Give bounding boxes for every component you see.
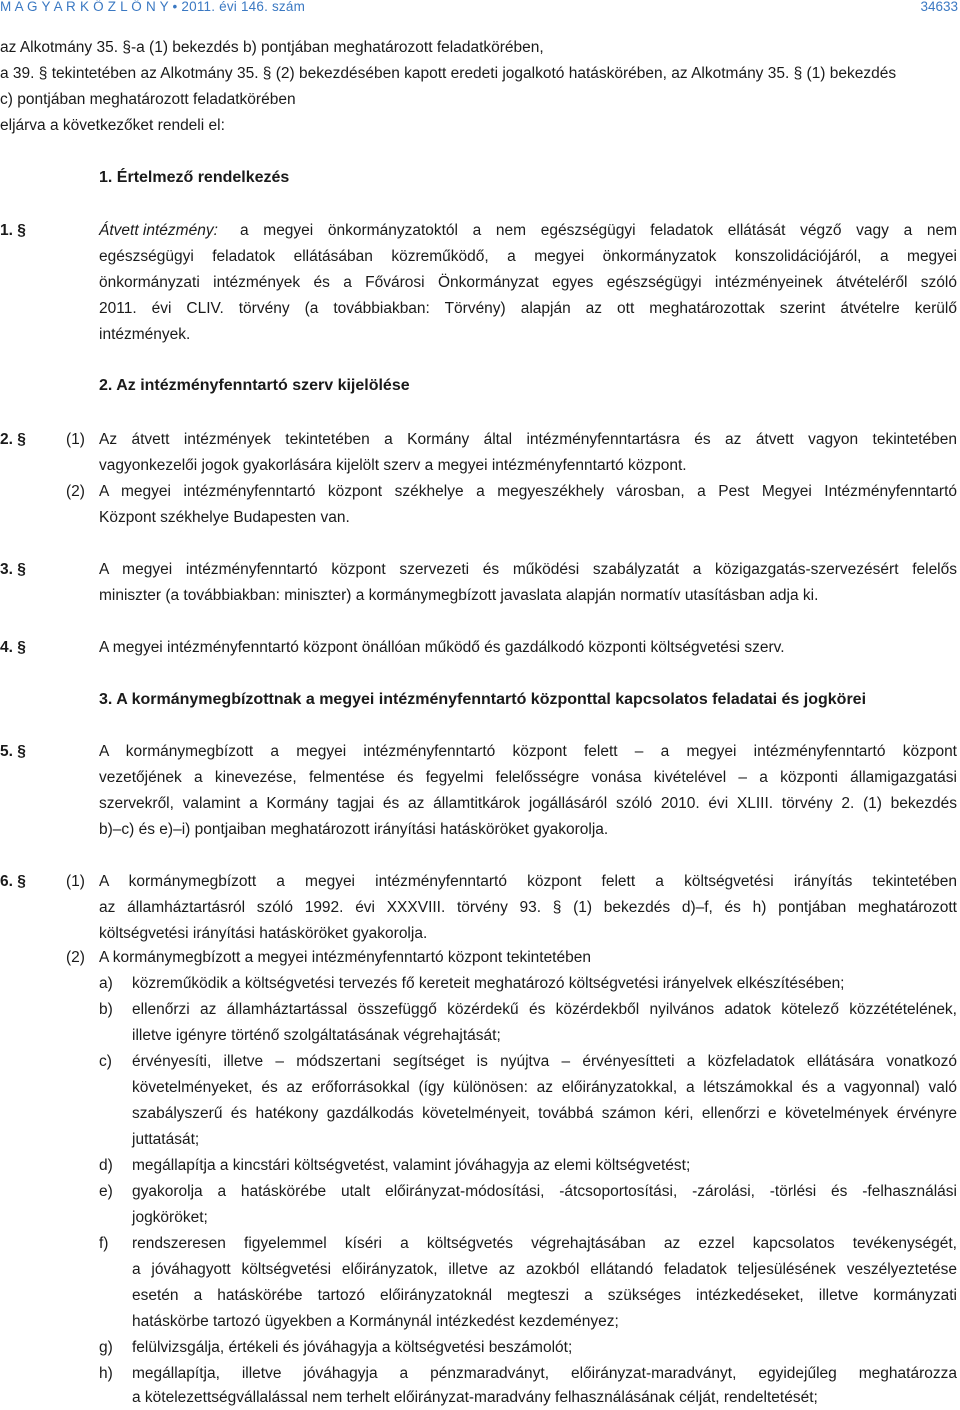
paragraph-text: intézmények. [99,326,191,343]
paragraph-text: b)–c) és e)–i) pontjaiban meghatározott irányítási hatásköröket gyakorolja. [99,821,609,838]
item-text: a jóváhagyott költségvetési előirányzatok, illetve az azokból ellátandó feladatok teljesülésének veszélyeztetése [132,1261,957,1278]
section-heading: 2. Az intézményfenntartó szerv kijelölése [99,377,410,394]
subsection-mark: (2) [66,483,85,500]
item-mark: b) [99,1001,113,1018]
paragraph-text: vagyonkezelői jogok gyakorlására kijelölt szerv a megyei intézményfenntartó központ. [99,457,687,474]
paragraph-text: az államháztartásról szóló 1992. évi XXXVIII. törvény 93. § (1) bekezdés d)–f, és h) pontjában meghatározott [99,899,957,916]
item-mark: g) [99,1339,113,1356]
paragraph-text: A kormánymegbízott a megyei intézményfenntartó központ felett – a megyei intézményfenntartó központ [99,743,957,760]
item-text: szabályszerű és hatékony gazdálkodás követelményeit, továbbá számon kéri, ellenőrzi e követelmények érvényre [132,1105,957,1122]
item-text: illetve igényre történő szolgáltatásának végrehajtását; [132,1027,501,1044]
subsection-mark: (1) [66,873,85,890]
paragraph-number: 1. § [0,222,26,239]
paragraph-text: A megyei intézményfenntartó központ szervezeti és működési szabályzatát a közigazgatás-szervezésért felelős [99,561,957,578]
paragraph-number: 2. § [0,431,26,448]
item-mark: d) [99,1157,113,1174]
paragraph-text: A megyei intézményfenntartó központ székhelye a megyeszékhely városban, a Pest Megyei Intézményfenntartó [99,483,957,500]
paragraph-text: A megyei intézményfenntartó központ önállóan működő és gazdálkodó központi költségvetési szerv. [99,639,785,656]
item-mark: e) [99,1183,113,1200]
item-text: esetén a hatáskörébe tartozó előirányzatoknál megteszi a szükséges intézkedéseket, illetve kormányzati [132,1287,957,1304]
paragraph-text: vezetőjének a kinevezése, felmentése és fegyelmi felelősségre vonása kivételével – a központi államigazgatási [99,769,957,786]
paragraph-number: 3. § [0,561,26,578]
paragraph-number: 4. § [0,639,26,656]
item-mark: h) [99,1365,113,1382]
paragraph-text: önkormányzati intézmények és a Fővárosi Önkormányzat egyes egészségügyi intézményeinek átvételéről szóló [99,274,957,291]
paragraph-text: szervekről, valamint a Kormány tagjai és az államtitkárok jogállásáról szóló 2010. évi XLIII. törvény 2. (1) bekezdés [99,795,957,812]
item-text: felülvizsgálja, értékeli és jóváhagyja a költségvetési beszámolót; [132,1339,573,1356]
item-text: megállapítja a kincstári költségvetést, valamint jóváhagyja az elemi költségvetést; [132,1157,691,1174]
journal-title: M A G Y A R K Ö Z L Ö N Y • 2011. évi 146. szám [0,0,306,14]
item-text: megállapítja, illetve jóváhagyja a pénzmaradványt, előirányzat-maradványt, egyidejűleg meghatározza [132,1365,957,1382]
intro-line: az Alkotmány 35. §-a (1) bekezdés b) pontjában meghatározott feladatkörében, [0,39,544,56]
paragraph-text: A kormánymegbízott a megyei intézményfenntartó központ felett a költségvetési irányítás tekintetében [99,873,957,890]
item-mark: a) [99,975,113,992]
item-text: ellenőrzi az államháztartással összefüggő közérdekű és közérdekből nyilvános adatok kötelező közzétételének, [132,1001,957,1018]
paragraph-text: Az átvett intézmények tekintetében a Kormány által intézményfenntartásra és az átvett vagyon tekintetében [99,431,957,448]
item-text: rendszeresen figyelemmel kíséri a költségvetés végrehajtásában az ezzel kapcsolatos tevékenységét, [132,1235,957,1252]
item-mark: f) [99,1235,109,1252]
paragraph-text: A kormánymegbízott a megyei intézményfenntartó központ tekintetében [99,949,591,966]
item-text: hatáskörbe tartozó ügyekben a Kormánynál intézkedést kezdeményez; [132,1313,619,1330]
paragraph-text: miniszter (a továbbiakban: miniszter) a kormánymegbízott javaslata alapján normatív utasításban adja ki. [99,587,819,604]
section-heading: 1. Értelmező rendelkezés [99,169,290,186]
intro-line: c) pontjában meghatározott feladatkörében [0,91,296,108]
page-header [0,0,960,18]
subsection-mark: (1) [66,431,85,448]
paragraph-number: 6. § [0,873,26,890]
paragraph-text: egészségügyi feladatok ellátásában közreműködő, a megyei önkormányzatok konszolidációjáról, a megyei [99,248,957,265]
defined-term: Átvett intézmény: [99,222,218,239]
subsection-mark: (2) [66,949,85,966]
item-text: juttatását; [132,1131,200,1148]
paragraph-text: 2011. évi CLIV. törvény (a továbbiakban: Törvény) alapján az ott meghatározottak szerint átvételre kerülő [99,300,957,317]
page-number: 34633 [920,0,958,14]
paragraph-text: költségvetési irányítási hatásköröket gyakorolja. [99,925,428,942]
section-heading: 3. A kormánymegbízottnak a megyei intézményfenntartó központtal kapcsolatos feladatai és jogkörei [99,691,867,708]
item-text: a kötelezettségvállalással nem terhelt előirányzat-maradvány felhasználásának célját, rendeltetését; [132,1389,818,1406]
item-mark: c) [99,1053,112,1070]
intro-line: eljárva a következőket rendeli el: [0,117,225,134]
intro-line: a 39. § tekintetében az Alkotmány 35. § (2) bekezdésében kapott eredeti jogalkotó hatáskörében, az Alkotmány 35. § (1) bekezdés [0,65,897,82]
item-text: követelményeket, és az erőforrásokkal (így különösen: az előirányzatokkal, a létszámokkal és a vagyonnal) való [132,1079,957,1096]
item-text: érvényesíti, illetve – módszertani segítséget is nyújtva – érvényesítteti a közfeladatok ellátására vonatkozó [132,1053,957,1070]
paragraph-text: a megyei önkormányzatoktól a nem egészségügyi feladatok ellátását végző vagy a nem [240,222,957,239]
item-text: jogköröket; [132,1209,208,1226]
paragraph-text: Központ székhelye Budapesten van. [99,509,350,526]
paragraph-number: 5. § [0,743,26,760]
item-text: gyakorolja a hatáskörébe utalt előirányzat-módosítási, -átcsoportosítási, -zárolási, -törlési és -felhasználási [132,1183,957,1200]
item-text: közreműködik a költségvetési tervezés fő kereteit meghatározó költségvetési irányelvek elkészítésében; [132,975,845,992]
